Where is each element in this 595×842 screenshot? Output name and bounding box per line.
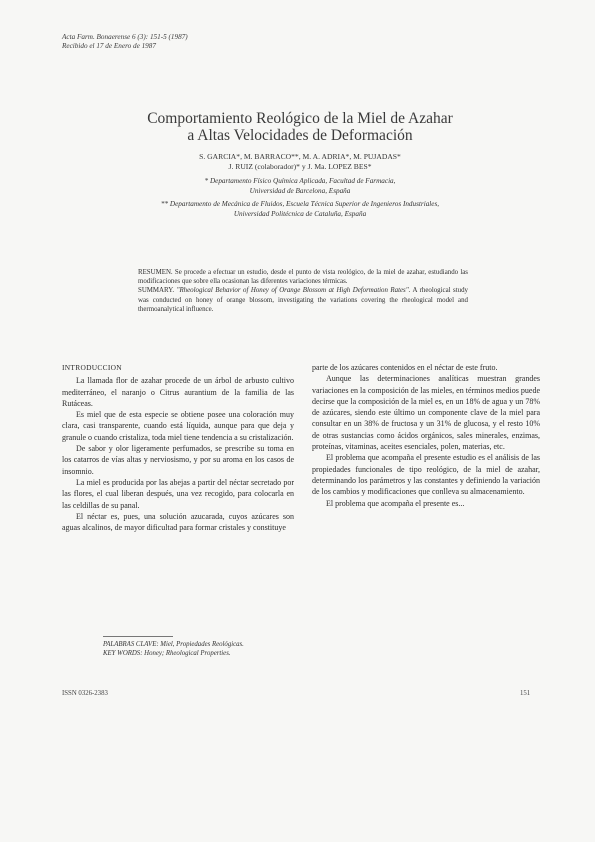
col2-paragraph-2: Aunque las determinaciones analíticas muestran grandes variaciones en la composición de las mieles, en términos medios puede decirse que la composición de la miel es, en un 18% de agua y un 78% de azúcares, siendo este último un componente clave de la miel para consultar en un 38% de fructosa y un 31% de glucosa, y el resto 10% de otras sustancias como ácidos orgánicos, sales minerales, enzimas, proteínas, vitaminas, aceites esenciales, polen, materias, etc.	[312, 374, 540, 452]
section-heading-introduccion: INTRODUCCION	[62, 363, 122, 372]
title-line-2: a Altas Velocidades de Deformación	[187, 127, 413, 144]
col2-paragraph-3: El problema que acompaña el presente estudio es el análisis de las propiedades funcionales de tipo reológico, de la miel de azahar, determinando los parámetros y las constantes y definiendo la variación de los cambios y modificaciones que conlleva su almacenamiento.	[312, 453, 540, 497]
resumen-label: RESUMEN.	[138, 269, 173, 276]
received-date: Recibido el 17 de Enero de 1987	[62, 42, 156, 50]
col2-paragraph-4: El problema que acompaña el presente es...	[326, 498, 465, 508]
issn: ISSN 0326-2383	[62, 690, 108, 697]
intro-paragraph-4: La miel es producida por las abejas a partir del néctar secretado por las flores, el cual liberan después, una vez recogido, para colocarla en las celdillas de su panal.	[62, 477, 294, 510]
left-column	[62, 362, 294, 634]
affiliations	[100, 176, 500, 219]
affiliation-line-3: ** Departamento de Mecánica de Fluidos, Escuela Técnica Superior de Ingenieros Industriales,	[160, 200, 440, 208]
right-column	[312, 362, 540, 612]
page-number: 151	[520, 690, 531, 697]
summary	[138, 286, 468, 314]
affiliation-line-2: Universidad de Barcelona, España	[249, 187, 351, 195]
page-title	[100, 110, 500, 144]
intro-paragraph-2: Es miel que de esta especie se obtiene posee una coloración muy clara, casi transparente, cuando está líquida, aunque para que deja y granule o cuando cristaliza, toda miel tiene tendencia a su cristalización.	[62, 410, 294, 442]
journal-citation: Acta Farm. Bonaerense 6 (3): 151-5 (1987)	[62, 33, 188, 41]
authors-line-2: J. RUIZ (colaborador)* y J. Ma. LOPEZ BES*	[228, 162, 372, 171]
footnote-rule	[103, 636, 173, 637]
abstract	[138, 268, 468, 314]
summary-text: A rheological study was conducted on honey of orange blossom, investigating the variations covering the rheological model and thermoanalytical influence.	[138, 287, 468, 313]
intro-paragraph-3: De sabor y olor ligeramente perfumados, se prescribe su toma en los catarros de vías altas y nerviosismo, y por su aroma en los casos de insomnio.	[62, 444, 294, 476]
keywords-en: KEY WORDS: Honey; Rheological Properties.	[103, 650, 231, 657]
authors-line-1: S. GARCIA*, M. BARRACO**, M. A. ADRIA*, M. PUJADAS*	[199, 152, 401, 161]
authors	[100, 152, 500, 172]
affiliation-line-4: Universidad Politécnica de Cataluña, España	[233, 210, 367, 218]
resumen	[138, 268, 468, 286]
summary-title: "Rheological Behavior of Honey of Orange Blossom at High Deformation Rates".	[176, 287, 411, 295]
intro-paragraph-1: La llamada flor de azahar procede de un árbol de arbusto cultivo mediterráneo, el naranjo o Citrus aurantium de la familia de las Rutáceas.	[62, 376, 294, 408]
col2-paragraph-1: parte de los azúcares contenidos en el néctar de este fruto.	[312, 363, 498, 372]
summary-label: SUMMARY.	[138, 287, 175, 295]
intro-paragraph-5: El néctar es, pues, una solución azucarada, cuyos azúcares son aguas alcalinos, de mayor dificultad para formar cristales y constituye	[62, 511, 294, 533]
footnote	[103, 640, 343, 658]
keywords-es: PALABRAS CLAVE: Miel, Propiedades Reológicas.	[103, 641, 244, 648]
title-line-1: Comportamiento Reológico de la Miel de Azahar	[147, 110, 453, 127]
resumen-text: Se procede a efectuar un estudio, desde el punto de vista reológico, de la miel de azahar, estudiando las modificaciones que sobre ella ocasionan las diferentes variaciones térmicas.	[138, 269, 468, 286]
affiliation-line-1: * Departamento Físico Química Aplicada, Facultad de Farmacia,	[204, 177, 396, 185]
